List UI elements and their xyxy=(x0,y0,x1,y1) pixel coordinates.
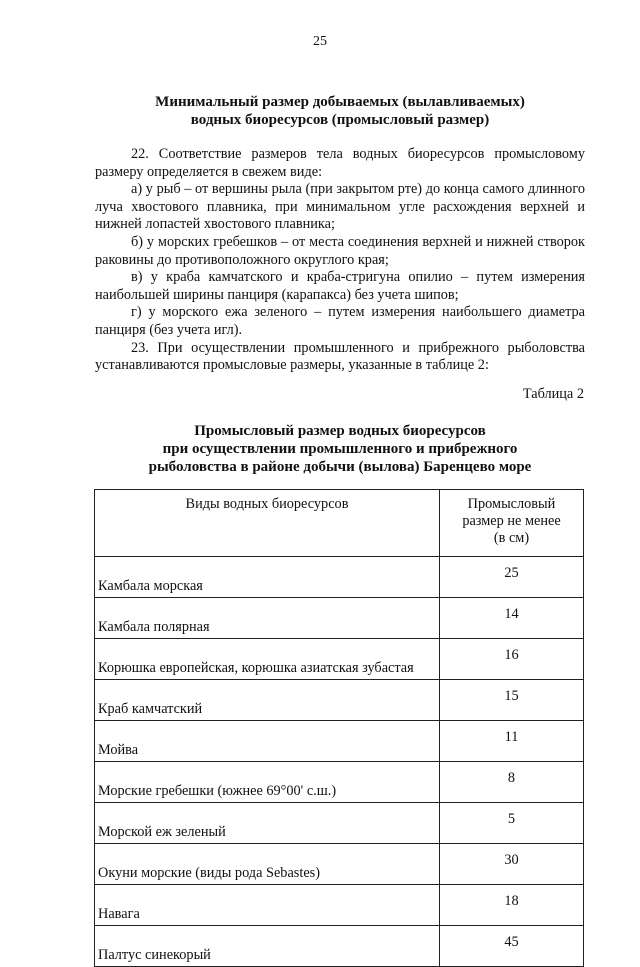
paragraph-22c: в) у краба камчатского и краба-стригуна опилио – путем измерения наибольшей ширины панциря (карапакса) без учета шипов; xyxy=(95,269,585,303)
page-number: 25 xyxy=(313,34,327,49)
size-cell: 25 xyxy=(440,557,584,598)
paragraph-22a: а) у рыб – от вершины рыла (при закрытом рте) до конца самого длинного луча хвостового плавника, при минимальном угле расхождения верхней и нижней лопастей хвостового плавника; xyxy=(95,181,585,233)
species-cell: Навага xyxy=(95,885,440,926)
column-header-size-line-3: (в см) xyxy=(493,530,530,546)
species-cell: Краб камчатский xyxy=(95,680,440,721)
table-row xyxy=(95,639,584,680)
table-row xyxy=(95,926,584,967)
column-header-size xyxy=(440,490,584,557)
table-heading-line-1: Промысловый размер водных биоресурсов xyxy=(194,423,486,439)
section-heading-line-2: водных биоресурсов (промысловый размер) xyxy=(190,112,490,128)
table-heading xyxy=(40,422,640,476)
paragraph-22b: б) у морских гребешков – от места соединения верхней и нижней створок раковины до противоположного округлого края; xyxy=(95,233,585,268)
paragraph-23: 23. При осуществлении промышленного и прибрежного рыболовства устанавливаются промысловые размеры, указанные в таблице 2: xyxy=(95,339,585,374)
size-cell: 14 xyxy=(440,598,584,639)
size-cell: 5 xyxy=(440,803,584,844)
size-cell: 18 xyxy=(440,885,584,926)
species-cell: Камбала полярная xyxy=(95,598,440,639)
table-row xyxy=(95,557,584,598)
table-row xyxy=(95,844,584,885)
table-row xyxy=(95,762,584,803)
table-row xyxy=(95,680,584,721)
species-cell: Камбала морская xyxy=(95,557,440,598)
paragraph-22: 22. Соответствие размеров тела водных биоресурсов промысловому размеру определяется в свежем виде: xyxy=(95,146,585,180)
table-heading-line-2: при осуществлении промышленного и прибрежного xyxy=(162,441,518,457)
fishing-size-table xyxy=(94,489,584,967)
table-row xyxy=(95,885,584,926)
table-row xyxy=(95,598,584,639)
species-cell: Морской еж зеленый xyxy=(95,803,440,844)
species-cell: Морские гребешки (южнее 69°00' с.ш.) xyxy=(95,762,440,803)
species-cell: Корюшка европейская, корюшка азиатская зубастая xyxy=(95,639,440,680)
species-cell: Окуни морские (виды рода Sebastes) xyxy=(95,844,440,885)
table-heading-line-3: рыболовства в районе добычи (вылова) Баренцево море xyxy=(148,459,532,475)
size-cell: 45 xyxy=(440,926,584,967)
species-cell: Палтус синекорый xyxy=(95,926,440,967)
paragraph-22d: г) у морского ежа зеленого – путем измерения наибольшего диаметра панциря (без учета игл). xyxy=(95,304,585,338)
column-header-size-line-2: размер не менее xyxy=(462,513,561,529)
table-row xyxy=(95,803,584,844)
size-cell: 8 xyxy=(440,762,584,803)
table-row xyxy=(95,721,584,762)
body-text xyxy=(95,146,585,375)
species-cell: Мойва xyxy=(95,721,440,762)
column-header-size-line-1: Промысловый xyxy=(467,496,556,512)
table-label: Таблица 2 xyxy=(522,386,584,402)
section-heading xyxy=(60,93,620,129)
size-cell: 11 xyxy=(440,721,584,762)
size-cell: 15 xyxy=(440,680,584,721)
size-cell: 30 xyxy=(440,844,584,885)
section-heading-line-1: Минимальный размер добываемых (вылавливаемых) xyxy=(155,94,525,110)
table-header-row xyxy=(95,490,584,557)
column-header-species: Виды водных биоресурсов xyxy=(95,490,440,557)
size-cell: 16 xyxy=(440,639,584,680)
